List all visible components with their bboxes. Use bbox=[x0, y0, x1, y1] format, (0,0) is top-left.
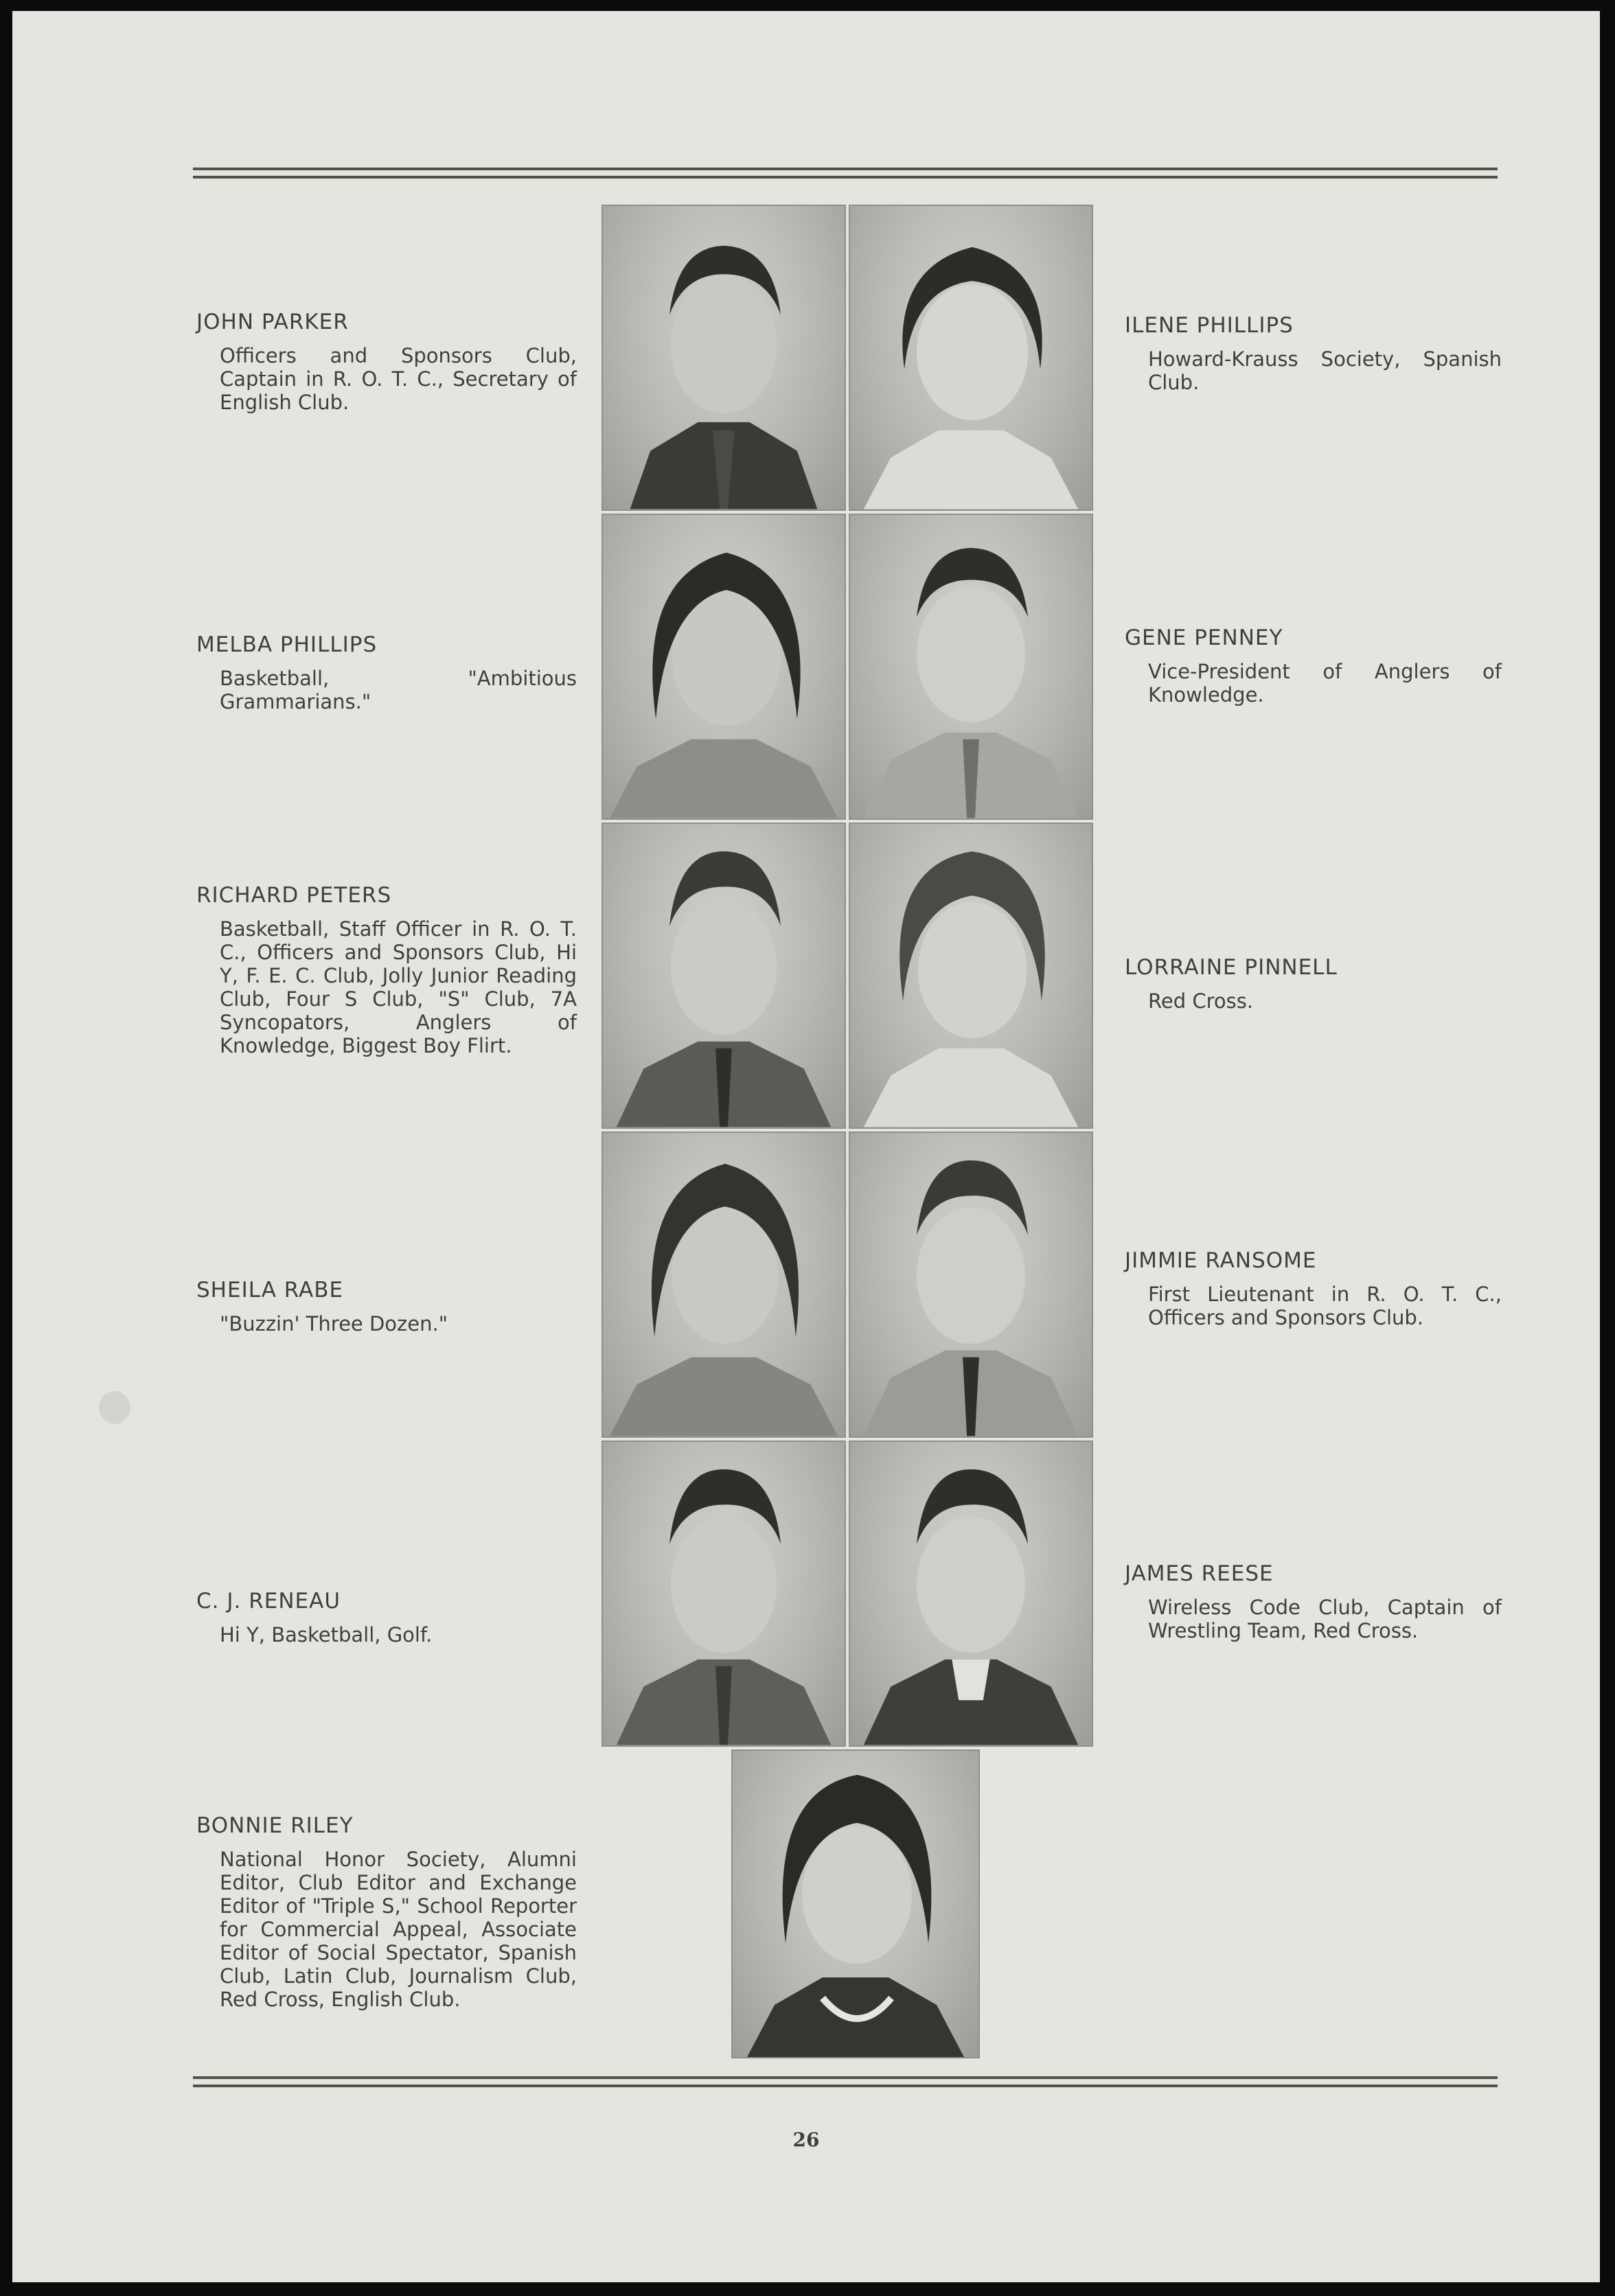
entry-cj-reneau bbox=[196, 1589, 577, 1646]
yearbook-page bbox=[12, 11, 1600, 2282]
student-activities: Officers and Sponsors Club, Captain in R. O. T. C., Secretary of English Club. bbox=[220, 344, 577, 414]
page-number: 26 bbox=[792, 2128, 820, 2151]
portrait-richard-peters bbox=[602, 823, 846, 1129]
portrait-john-parker bbox=[602, 205, 846, 511]
student-name: JOHN PARKER bbox=[196, 310, 349, 334]
student-name: JIMMIE RANSOME bbox=[1125, 1248, 1317, 1273]
student-activities: Vice-President of Anglers of Knowledge. bbox=[1148, 660, 1502, 707]
entry-jimmie-ransome bbox=[1125, 1248, 1502, 1329]
bottom-double-rule bbox=[193, 2076, 1498, 2087]
student-activities: Red Cross. bbox=[1148, 989, 1254, 1013]
student-name: GENE PENNEY bbox=[1125, 625, 1283, 650]
student-name: MELBA PHILLIPS bbox=[196, 632, 378, 657]
student-activities: Hi Y, Basketball, Golf. bbox=[220, 1623, 433, 1646]
entry-sheila-rabe bbox=[196, 1278, 577, 1335]
entry-james-reese bbox=[1125, 1561, 1502, 1642]
student-activities: National Honor Society, Alumni Editor, Club Editor and Exchange Editor of "Triple S," School Reporter for Commercial Appeal, Associate Editor of Social Spectator, Spanish Club, Latin Club, Journalism Club, Red Cross, English Club. bbox=[220, 1848, 577, 2011]
top-double-rule bbox=[193, 168, 1498, 179]
student-activities: First Lieutenant in R. O. T. C., Officers and Sponsors Club. bbox=[1148, 1283, 1502, 1329]
entry-lorraine-pinnell bbox=[1125, 955, 1502, 1013]
portrait-ilene-phillips bbox=[849, 205, 1093, 511]
student-name: BONNIE RILEY bbox=[196, 1813, 354, 1838]
student-activities: "Buzzin' Three Dozen." bbox=[220, 1312, 448, 1335]
portrait-sheila-rabe bbox=[602, 1132, 846, 1438]
portrait-bonnie-riley bbox=[731, 1749, 980, 2058]
entry-ilene-phillips bbox=[1125, 313, 1502, 394]
paper-stain bbox=[99, 1391, 130, 1424]
portrait-lorraine-pinnell bbox=[849, 823, 1093, 1129]
portrait-jimmie-ransome bbox=[849, 1132, 1093, 1438]
entry-john-parker bbox=[196, 310, 577, 414]
portrait-gene-penney bbox=[849, 514, 1093, 820]
student-activities: Howard-Krauss Society, Spanish Club. bbox=[1148, 347, 1502, 394]
entry-bonnie-riley bbox=[196, 1813, 577, 2011]
student-activities: Wireless Code Club, Captain of Wrestling Team, Red Cross. bbox=[1148, 1596, 1502, 1642]
entry-richard-peters bbox=[196, 883, 577, 1057]
entry-gene-penney bbox=[1125, 625, 1502, 707]
portrait-cj-reneau bbox=[602, 1440, 846, 1747]
student-name: RICHARD PETERS bbox=[196, 883, 392, 908]
entry-melba-phillips bbox=[196, 632, 577, 713]
portrait-james-reese bbox=[849, 1440, 1093, 1747]
student-name: ILENE PHILLIPS bbox=[1125, 313, 1294, 338]
portrait-melba-phillips bbox=[602, 514, 846, 820]
student-name: JAMES REESE bbox=[1125, 1561, 1274, 1586]
student-activities: Basketball, Staff Officer in R. O. T. C., Officers and Sponsors Club, Hi Y, F. E. C. Club, Jolly Junior Reading Club, Four S Club, "S" Club, 7A Syncopators, Anglers of Knowledge, Biggest Boy Flirt. bbox=[220, 917, 577, 1057]
student-name: LORRAINE PINNELL bbox=[1125, 955, 1338, 980]
student-name: C. J. RENEAU bbox=[196, 1589, 341, 1614]
student-activities: Basketball, "Ambitious Grammarians." bbox=[220, 667, 577, 713]
student-name: SHEILA RABE bbox=[196, 1278, 344, 1302]
